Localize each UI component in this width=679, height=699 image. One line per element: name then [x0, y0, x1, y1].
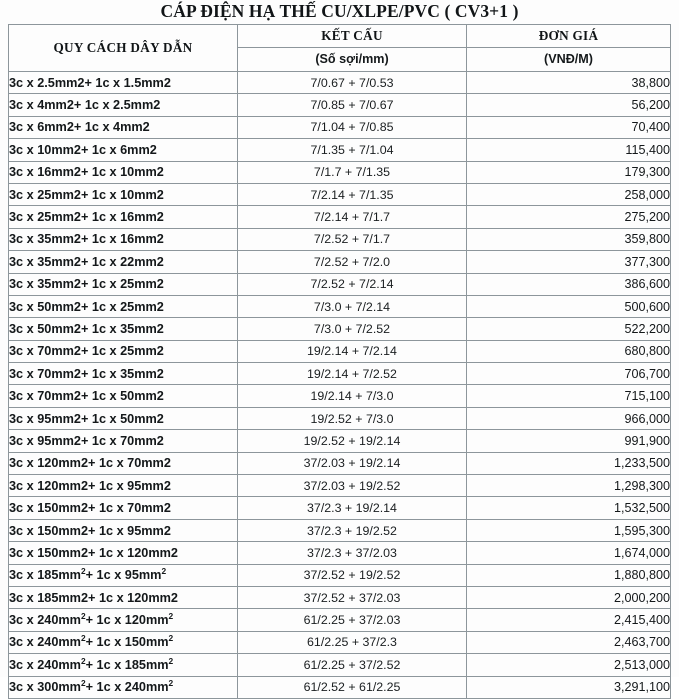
cell-spec: 3c x 50mm2+ 1c x 35mm2	[9, 318, 238, 340]
cell-spec: 3c x 10mm2+ 1c x 6mm2	[9, 139, 238, 161]
superscript-two: 2	[161, 566, 167, 577]
cell-spec: 3c x 150mm2+ 1c x 95mm2	[9, 519, 238, 541]
cell-structure: 37/2.52 + 19/2.52	[238, 564, 467, 586]
cell-spec: 3c x $240mm^2+ 1c$ x $150mm^2$	[9, 631, 238, 653]
cell-spec: 3c x 70mm2+ 1c x 35mm2	[9, 363, 238, 385]
cell-spec: 3c x 120mm2+ 1c x 95mm2	[9, 475, 238, 497]
table-row	[9, 609, 671, 631]
table-row	[9, 116, 671, 138]
cell-structure: 37/2.03 + 19/2.14	[238, 452, 467, 474]
cell-price: 1,532,500	[467, 497, 671, 519]
superscript-two: 2	[80, 633, 86, 644]
cell-price: 258,000	[467, 183, 671, 205]
cell-price: 680,800	[467, 340, 671, 362]
cell-price: 706,700	[467, 363, 671, 385]
cell-structure: 37/2.03 + 19/2.52	[238, 475, 467, 497]
cell-structure: 61/2.25 + 37/2.52	[238, 654, 467, 676]
column-subheader-structure-unit: (Số sợi/mm)	[238, 48, 467, 72]
superscript-two: 2	[80, 566, 86, 577]
cell-spec: 3c x 70mm2+ 1c x 50mm2	[9, 385, 238, 407]
cell-structure: 19/2.14 + 7/2.52	[238, 363, 467, 385]
page-title: CÁP ĐIỆN HẠ THẾ CU/XLPE/PVC ( CV3+1 )	[160, 1, 519, 21]
cell-price: 38,800	[467, 72, 671, 94]
cell-structure: 7/1.35 + 7/1.04	[238, 139, 467, 161]
cell-spec: 3c x 95mm2+ 1c x 70mm2	[9, 430, 238, 452]
table-row	[9, 452, 671, 474]
superscript-two: 2	[80, 610, 86, 621]
cell-price: 70,400	[467, 116, 671, 138]
superscript-two: 2	[80, 678, 86, 688]
cell-structure: 37/2.52 + 37/2.03	[238, 586, 467, 608]
cell-price: 3,291,100	[467, 676, 671, 698]
table-row	[9, 251, 671, 273]
cell-structure: 19/2.14 + 7/3.0	[238, 385, 467, 407]
cell-spec: 3c x $185mm^2+ 1c$ x $95mm^2$	[9, 564, 238, 586]
superscript-two: 2	[168, 610, 174, 621]
cell-spec: 3c x 35mm2+ 1c x 22mm2	[9, 251, 238, 273]
table-row	[9, 94, 671, 116]
cell-spec: 3c x 4mm2+ 1c x 2.5mm2	[9, 94, 238, 116]
table-row	[9, 318, 671, 340]
table-row	[9, 586, 671, 608]
table-row	[9, 475, 671, 497]
cell-spec: 3c x 2.5mm2+ 1c x 1.5mm2	[9, 72, 238, 94]
superscript-two: 2	[168, 655, 174, 666]
cell-price: 1,233,500	[467, 452, 671, 474]
cell-structure: 61/2.52 + 61/2.25	[238, 676, 467, 698]
table-row	[9, 139, 671, 161]
table-row	[9, 295, 671, 317]
cell-spec: 3c x 70mm2+ 1c x 25mm2	[9, 340, 238, 362]
cell-structure: 7/1.04 + 7/0.85	[238, 116, 467, 138]
table-row	[9, 430, 671, 452]
table-row	[9, 161, 671, 183]
table-row	[9, 519, 671, 541]
cell-price: 275,200	[467, 206, 671, 228]
cell-structure: 7/3.0 + 7/2.14	[238, 295, 467, 317]
cell-structure: 7/1.7 + 7/1.35	[238, 161, 467, 183]
cell-structure: 19/2.52 + 7/3.0	[238, 407, 467, 429]
cell-structure: 7/0.67 + 7/0.53	[238, 72, 467, 94]
table-row	[9, 676, 671, 698]
table-row	[9, 72, 671, 94]
cell-price: 2,463,700	[467, 631, 671, 653]
cell-structure: 7/2.14 + 7/1.7	[238, 206, 467, 228]
cell-price: 56,200	[467, 94, 671, 116]
cell-price: 179,300	[467, 161, 671, 183]
table-row	[9, 340, 671, 362]
cell-price: 966,000	[467, 407, 671, 429]
column-header-spec: QUY CÁCH DÂY DẪN	[9, 25, 238, 72]
cell-spec: 3c x 25mm2+ 1c x 16mm2	[9, 206, 238, 228]
cell-structure: 19/2.52 + 19/2.14	[238, 430, 467, 452]
cell-price: 522,200	[467, 318, 671, 340]
table-body	[9, 72, 671, 699]
cell-structure: 37/2.3 + 37/2.03	[238, 542, 467, 564]
cell-price: 115,400	[467, 139, 671, 161]
table-row	[9, 385, 671, 407]
column-header-structure: KẾT CẤU	[238, 25, 467, 48]
cell-spec: 3c x 6mm2+ 1c x 4mm2	[9, 116, 238, 138]
cell-price: 386,600	[467, 273, 671, 295]
cell-structure: 7/2.14 + 7/1.35	[238, 183, 467, 205]
superscript-two: 2	[168, 633, 174, 644]
cell-structure: 19/2.14 + 7/2.14	[238, 340, 467, 362]
cell-structure: 7/2.52 + 7/2.0	[238, 251, 467, 273]
cell-structure: 61/2.25 + 37/2.3	[238, 631, 467, 653]
cell-spec: 3c x 16mm2+ 1c x 10mm2	[9, 161, 238, 183]
cell-structure: 7/0.85 + 7/0.67	[238, 94, 467, 116]
cell-price: 991,900	[467, 430, 671, 452]
cell-structure: 37/2.3 + 19/2.52	[238, 519, 467, 541]
cell-price: 2,513,000	[467, 654, 671, 676]
cell-price: 1,880,800	[467, 564, 671, 586]
cell-price: 359,800	[467, 228, 671, 250]
table-row	[9, 363, 671, 385]
column-header-price: ĐƠN GIÁ	[467, 25, 671, 48]
cable-price-table	[8, 24, 671, 699]
table-row	[9, 183, 671, 205]
cell-structure: 61/2.25 + 37/2.03	[238, 609, 467, 631]
cell-structure: 37/2.3 + 19/2.14	[238, 497, 467, 519]
cell-price: 2,415,400	[467, 609, 671, 631]
table-header	[9, 25, 671, 72]
superscript-two: 2	[168, 678, 174, 688]
cell-structure: 7/3.0 + 7/2.52	[238, 318, 467, 340]
cell-spec: 3c x 150mm2+ 1c x 120mm2	[9, 542, 238, 564]
cell-spec: 3c x 120mm2+ 1c x 70mm2	[9, 452, 238, 474]
cell-price: 1,298,300	[467, 475, 671, 497]
cell-spec: 3c x 35mm2+ 1c x 25mm2	[9, 273, 238, 295]
cell-price: 715,100	[467, 385, 671, 407]
cell-price: 1,595,300	[467, 519, 671, 541]
cell-spec: 3c x 95mm2+ 1c x 50mm2	[9, 407, 238, 429]
cell-spec: 3c x 150mm2+ 1c x 70mm2	[9, 497, 238, 519]
cell-spec: 3c x 35mm2+ 1c x 16mm2	[9, 228, 238, 250]
cell-price: 500,600	[467, 295, 671, 317]
table-row	[9, 631, 671, 653]
cell-price: 1,674,000	[467, 542, 671, 564]
table-row	[9, 228, 671, 250]
header-row-top	[9, 25, 671, 48]
cell-price: 2,000,200	[467, 586, 671, 608]
cell-spec: 3c x 185mm2+ 1c x 120mm2	[9, 586, 238, 608]
cell-spec: 3c x 25mm2+ 1c x 10mm2	[9, 183, 238, 205]
table-row	[9, 564, 671, 586]
table-row	[9, 542, 671, 564]
superscript-two: 2	[80, 655, 86, 666]
cell-structure: 7/2.52 + 7/1.7	[238, 228, 467, 250]
table-row	[9, 206, 671, 228]
table-row	[9, 273, 671, 295]
cell-structure: 7/2.52 + 7/2.14	[238, 273, 467, 295]
cell-spec: 3c x $240mm^2+ 1c$ x $120mm^2$	[9, 609, 238, 631]
cell-price: 377,300	[467, 251, 671, 273]
cell-spec: 3c x 50mm2+ 1c x 25mm2	[9, 295, 238, 317]
cell-spec: 3c x $300mm^2+ 1c$ x $240mm^2$	[9, 676, 238, 698]
cell-spec: 3c x $240mm^2+ 1c$ x $185mm^2$	[9, 654, 238, 676]
table-row	[9, 497, 671, 519]
column-subheader-price-unit: (VNĐ/M)	[467, 48, 671, 72]
table-row	[9, 654, 671, 676]
table-row	[9, 407, 671, 429]
